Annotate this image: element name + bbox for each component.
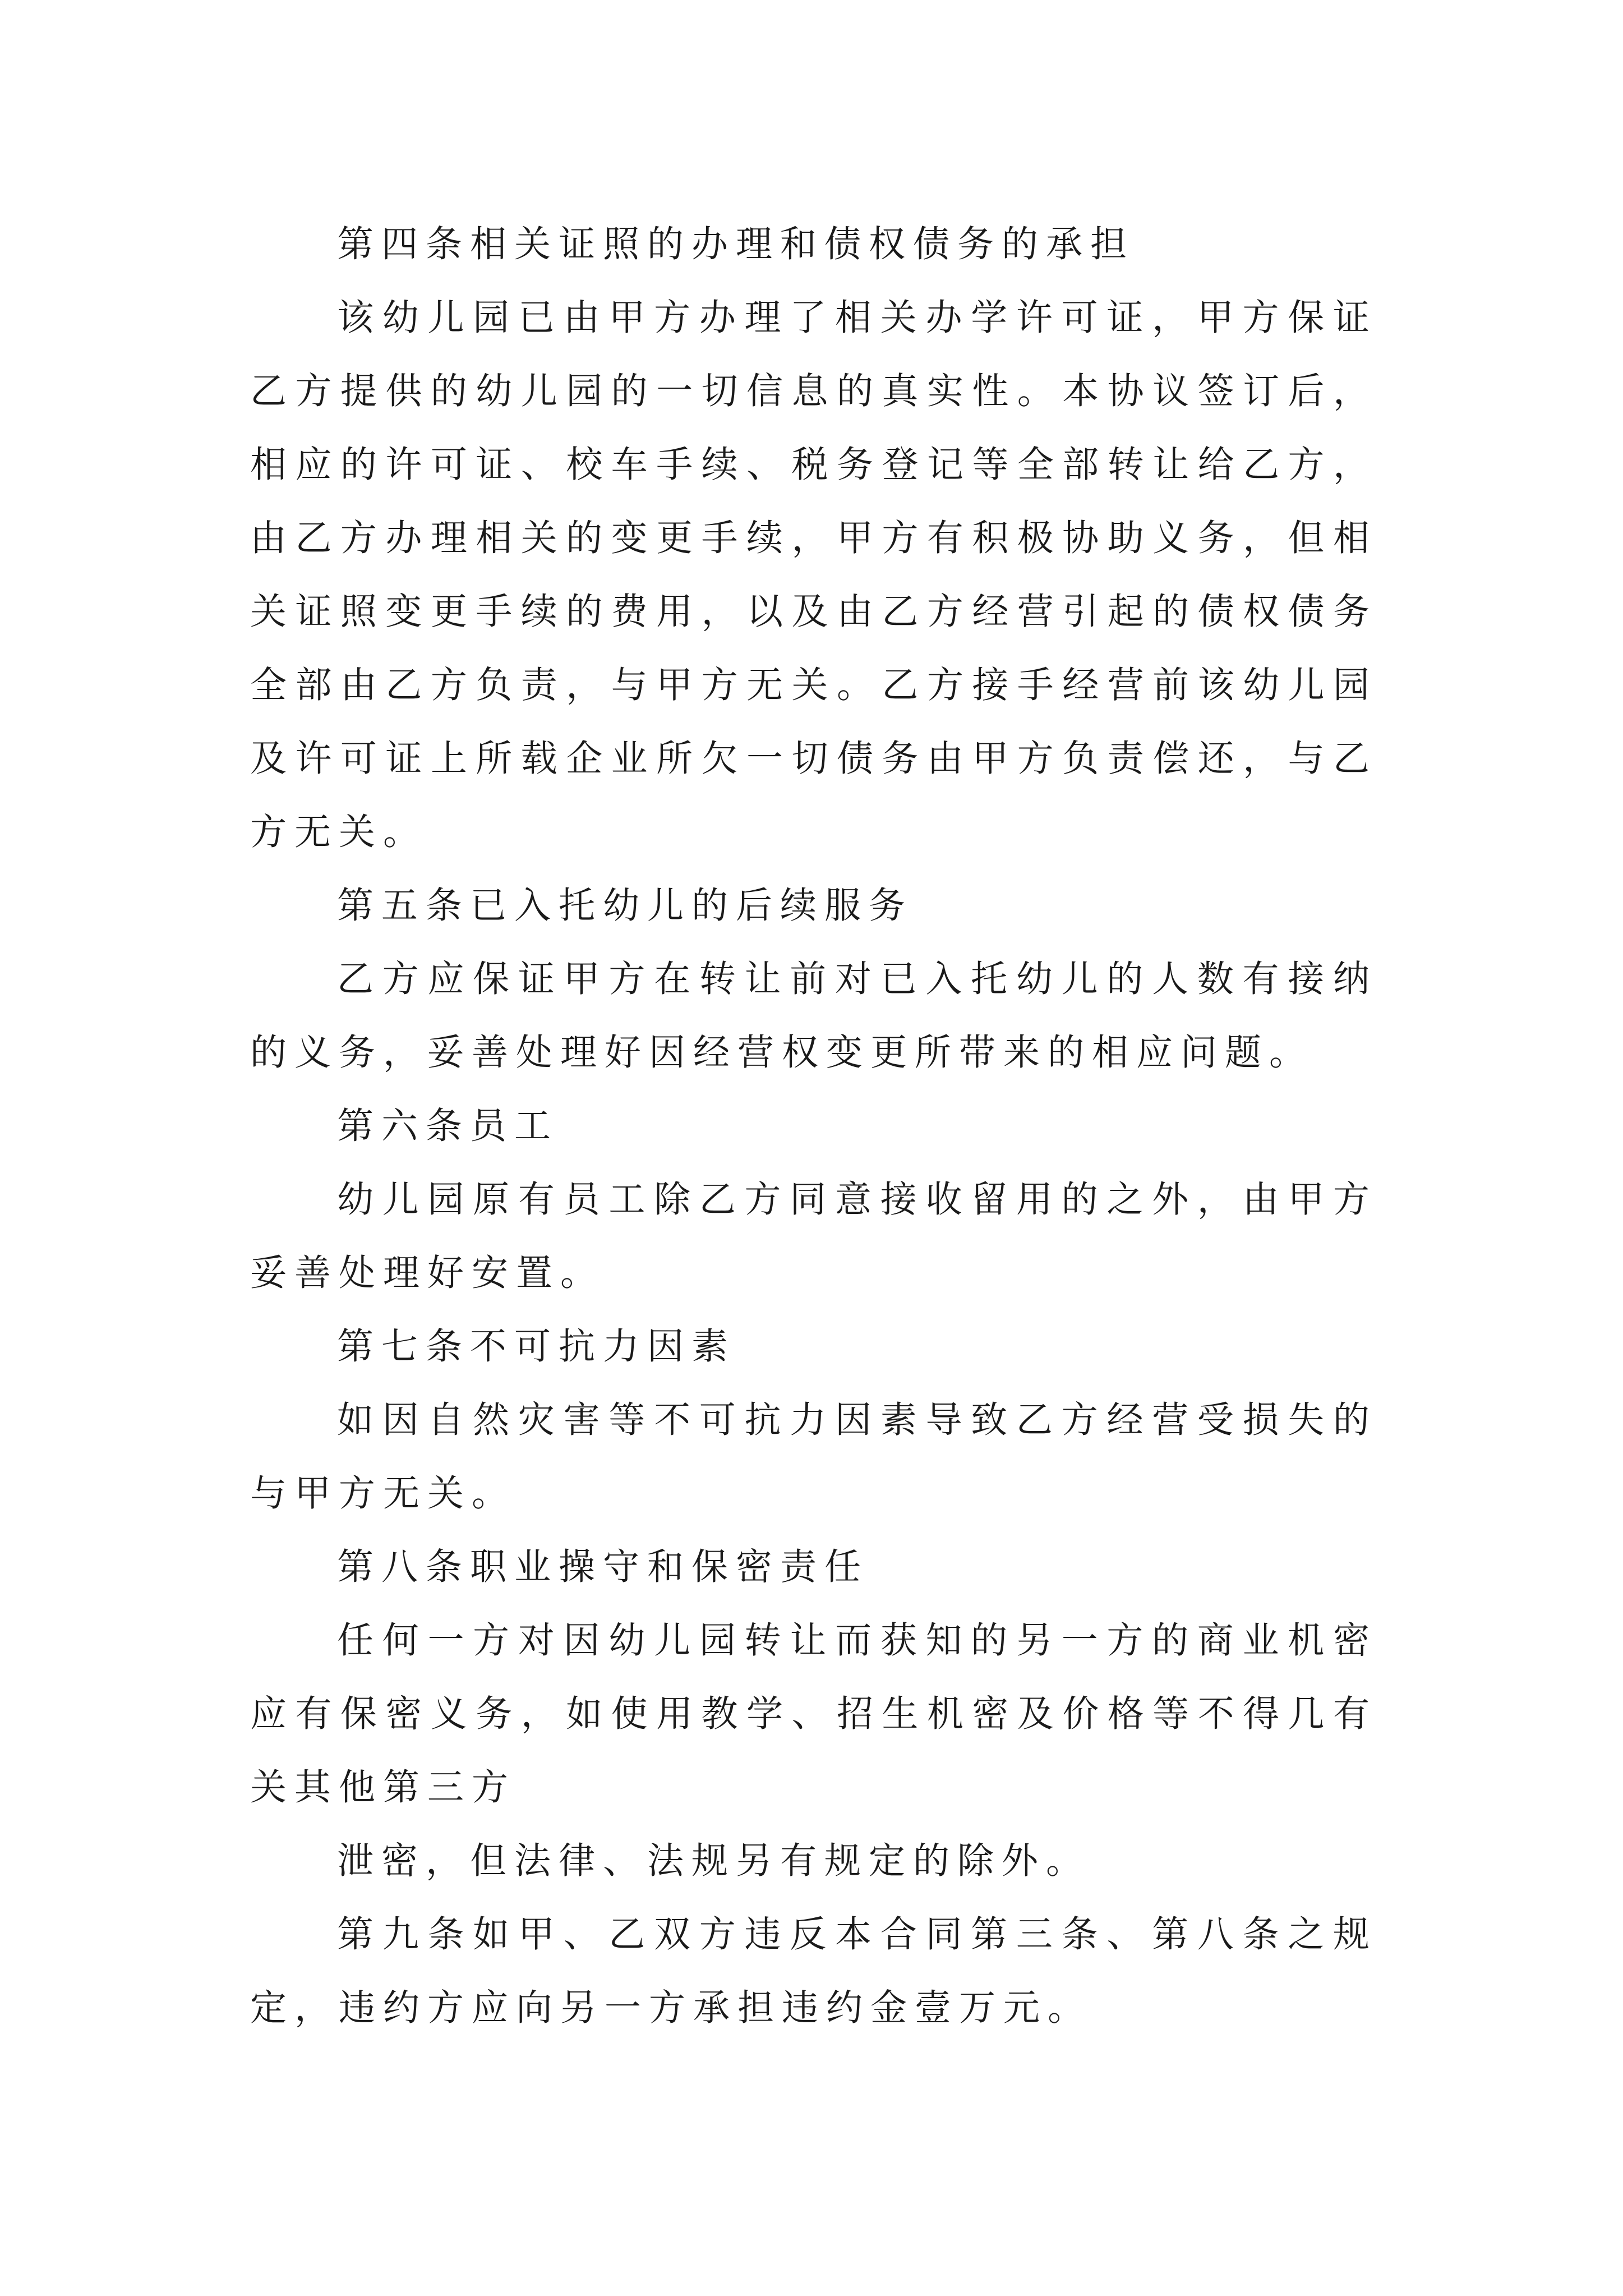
article-6-body: 幼儿园原有员工除乙方同意接收留用的之外，由甲方妥善处理好安置。	[250, 1179, 1377, 1294]
article-8-body-continued: 泄密，但法律、法规另有规定的除外。	[337, 1840, 1091, 1882]
article-7-heading: 第七条不可抗力因素	[337, 1326, 736, 1368]
article-9-body: 第九条如甲、乙双方违反本合同第三条、第八条之规定，违约方应向另一方承担违约金壹万元。	[250, 1913, 1377, 2029]
article-7-body: 如因自然灾害等不可抗力因素导致乙方经营受损失的与甲方无关。	[250, 1399, 1377, 1515]
article-5-body: 乙方应保证甲方在转让前对已入托幼儿的人数有接纳的义务，妥善处理好因经营权变更所带来的相应问题。	[250, 958, 1377, 1074]
document-body	[250, 208, 1377, 2045]
article-4-heading: 第四条相关证照的办理和债权债务的承担	[337, 223, 1135, 265]
article-6-heading: 第六条员工	[337, 1105, 559, 1147]
article-5-heading: 第五条已入托幼儿的后续服务	[337, 885, 914, 927]
article-8-body: 任何一方对因幼儿园转让而获知的另一方的商业机密应有保密义务，如使用教学、招生机密及价格等不得几有关其他第三方	[250, 1619, 1377, 1809]
article-8-heading: 第八条职业操守和保密责任	[337, 1546, 869, 1588]
article-4-body: 该幼儿园已由甲方办理了相关办学许可证，甲方保证乙方提供的幼儿园的一切信息的真实性。本协议签订后，相应的许可证、校车手续、税务登记等全部转让给乙方，由乙方办理相关的变更手续，甲方有积极协助义务，但相关证照变更手续的费用，以及由乙方经营引起的债权债务全部由乙方负责，与甲方无关。乙方接手经营前该幼儿园及许可证上所载企业所欠一切债务由甲方负责偿还，与乙方无关。	[250, 297, 1377, 853]
